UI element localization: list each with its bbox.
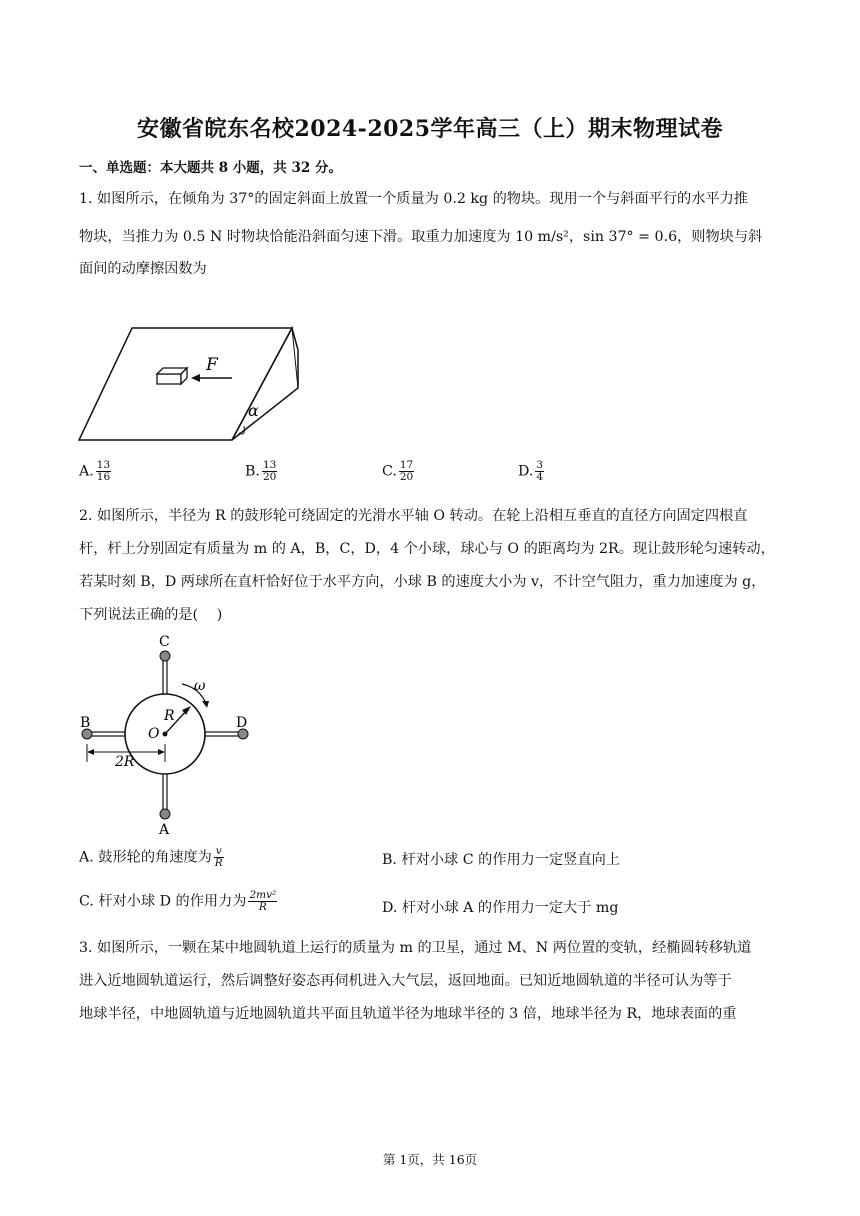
q1-option-b: B. $\frac{13}{20}$ [245,459,277,483]
axis-o-label: O [148,726,160,742]
q2-line-2: 杆，杆上分别固定有质量为 m 的 A，B，C，D，4 个小球，球心与 O 的距离均为 2R。现让鼓形轮匀速转动， [79,541,775,557]
q2-option-d: D. 杆对小球 A 的作用力一定大于 mg [382,900,619,916]
q2-line-1: 2. 如图所示，半径为 R 的鼓形轮可绕固定的光滑水平轴 O 转动。在轮上沿相互垂直的直径方向固定四根直 [79,508,748,524]
section-heading: 一、单选题：本大题共 8 小题，共 32 分。 [79,160,342,176]
q2-drum-figure [72,630,262,840]
ball-b-label: B [80,715,91,731]
q1-option-a: A. $\frac{13}{16}$ [79,459,111,483]
ball-a-label: A [159,822,170,838]
q2-line-3: 若某时刻 B，D 两球所在直杆恰好位于水平方向，小球 B 的速度大小为 v，不计空气阻力，重力加速度为 g， [79,574,766,590]
q2-line-4: 下列说法正确的是( ) [79,607,223,623]
q3-line-3: 地球半径，中地圆轨道与近地圆轨道共平面且轨道半径为地球半径的 3 倍，地球半径为 R，地球表面的重 [79,1006,737,1022]
page-title: 安徽省皖东名校2024-2025学年高三（上）期末物理试卷 [136,116,724,142]
q3-line-1: 3. 如图所示，一颗在某中地圆轨道上运行的质量为 m 的卫星，通过 M、N 两位置的变轨，经椭圆转移轨道 [79,940,752,956]
q1-line-3: 面间的动摩擦因数为 [79,261,207,277]
q1-line-1: 1. 如图所示，在倾角为 37°的固定斜面上放置一个质量为 0.2 kg 的物块。现用一个与斜面平行的水平力推 [79,191,748,207]
force-label: F [206,355,218,375]
q2-option-b: B. 杆对小球 C 的作用力一定竖直向上 [382,852,620,868]
two-r-label: 2R [115,754,135,770]
omega-label: ω [194,678,206,694]
angle-label: α [248,401,259,420]
q2-option-c: C. 杆对小球 D 的作用力为 $\frac{\text{2mv²}}{R}$ [79,889,277,913]
q2-option-a: A. 鼓形轮的角速度为 $\frac{v}{R}$ [79,845,223,869]
ball-c-label: C [159,634,170,650]
q3-line-2: 进入近地圆轨道运行，然后调整好姿态再伺机进入大气层，返回地面。已知近地圆轨道的半径可认为等于 [79,973,732,989]
ball-d-label: D [236,715,248,731]
q1-line-2: 物块，当推力为 0.5 N 时物块恰能沿斜面匀速下滑。取重力加速度为 10 m/s²，sin 37° = 0.6，则物块与斜 [79,229,763,245]
q1-option-d: D. $\frac{3}{4}$ [518,459,544,483]
page-footer: 第 1页，共 16页 [382,1152,478,1167]
q1-incline-figure [76,322,306,448]
q1-option-c: C. $\frac{17}{20}$ [382,459,414,483]
radius-r-label: R [164,708,175,724]
